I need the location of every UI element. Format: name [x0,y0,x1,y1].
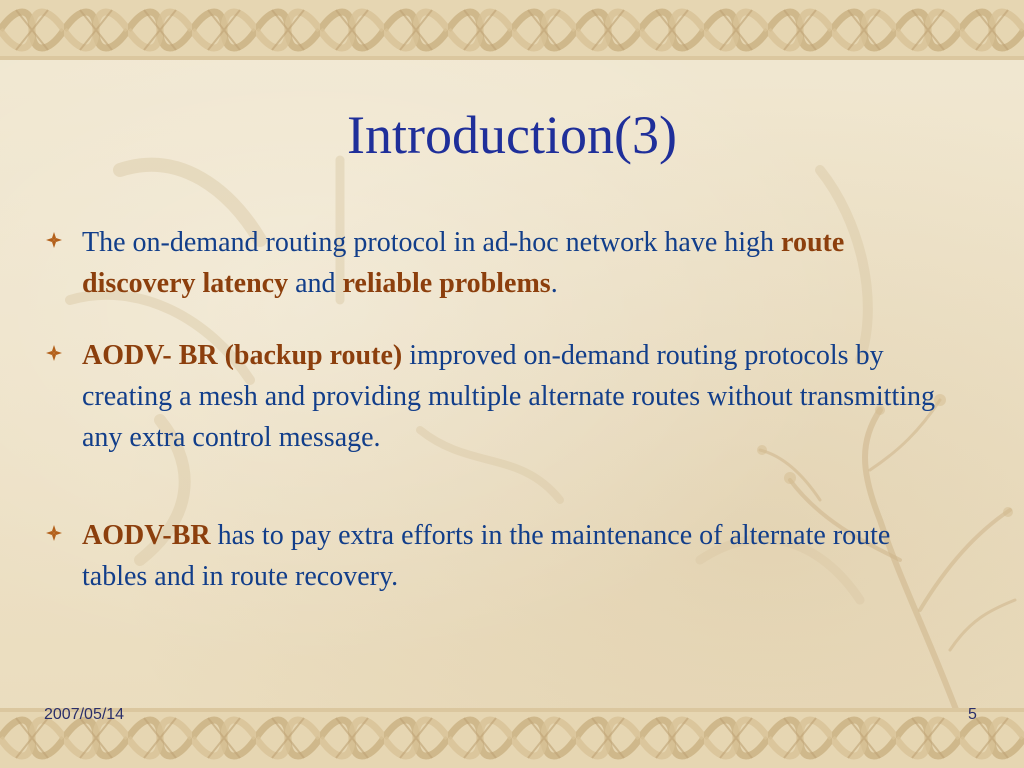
bullet-text-segment: and [288,268,343,299]
diamond-bullet-icon [46,345,62,361]
bullet-text [82,515,942,597]
bullet-highlight: AODV- BR (backup route) [82,340,403,371]
bullet-highlight: AODV-BR [82,520,211,551]
bullet-highlight: route discovery latency [82,227,845,299]
bullet-text-segment: The on-demand routing protocol in ad-hoc network have high [82,227,782,258]
bullet-text [82,222,942,304]
bullet-text [82,335,942,458]
bullet-text-segment: has to pay extra efforts in the maintenance of alternate route tables and in route recovery. [82,520,891,592]
bullet-text-segment: . [550,268,558,299]
bullet-highlight: reliable problems [342,268,551,299]
bullet-text-segment: improved on-demand routing protocols by creating a mesh and providing multiple alternate routes without transmitting any extra control message. [82,340,936,453]
diamond-bullet-icon [46,525,62,541]
footer-page-number: 5 [968,706,977,723]
footer-date: 2007/05/14 [44,706,125,723]
slide-title: Introduction(3) [347,105,677,165]
diamond-bullet-icon [46,232,62,248]
